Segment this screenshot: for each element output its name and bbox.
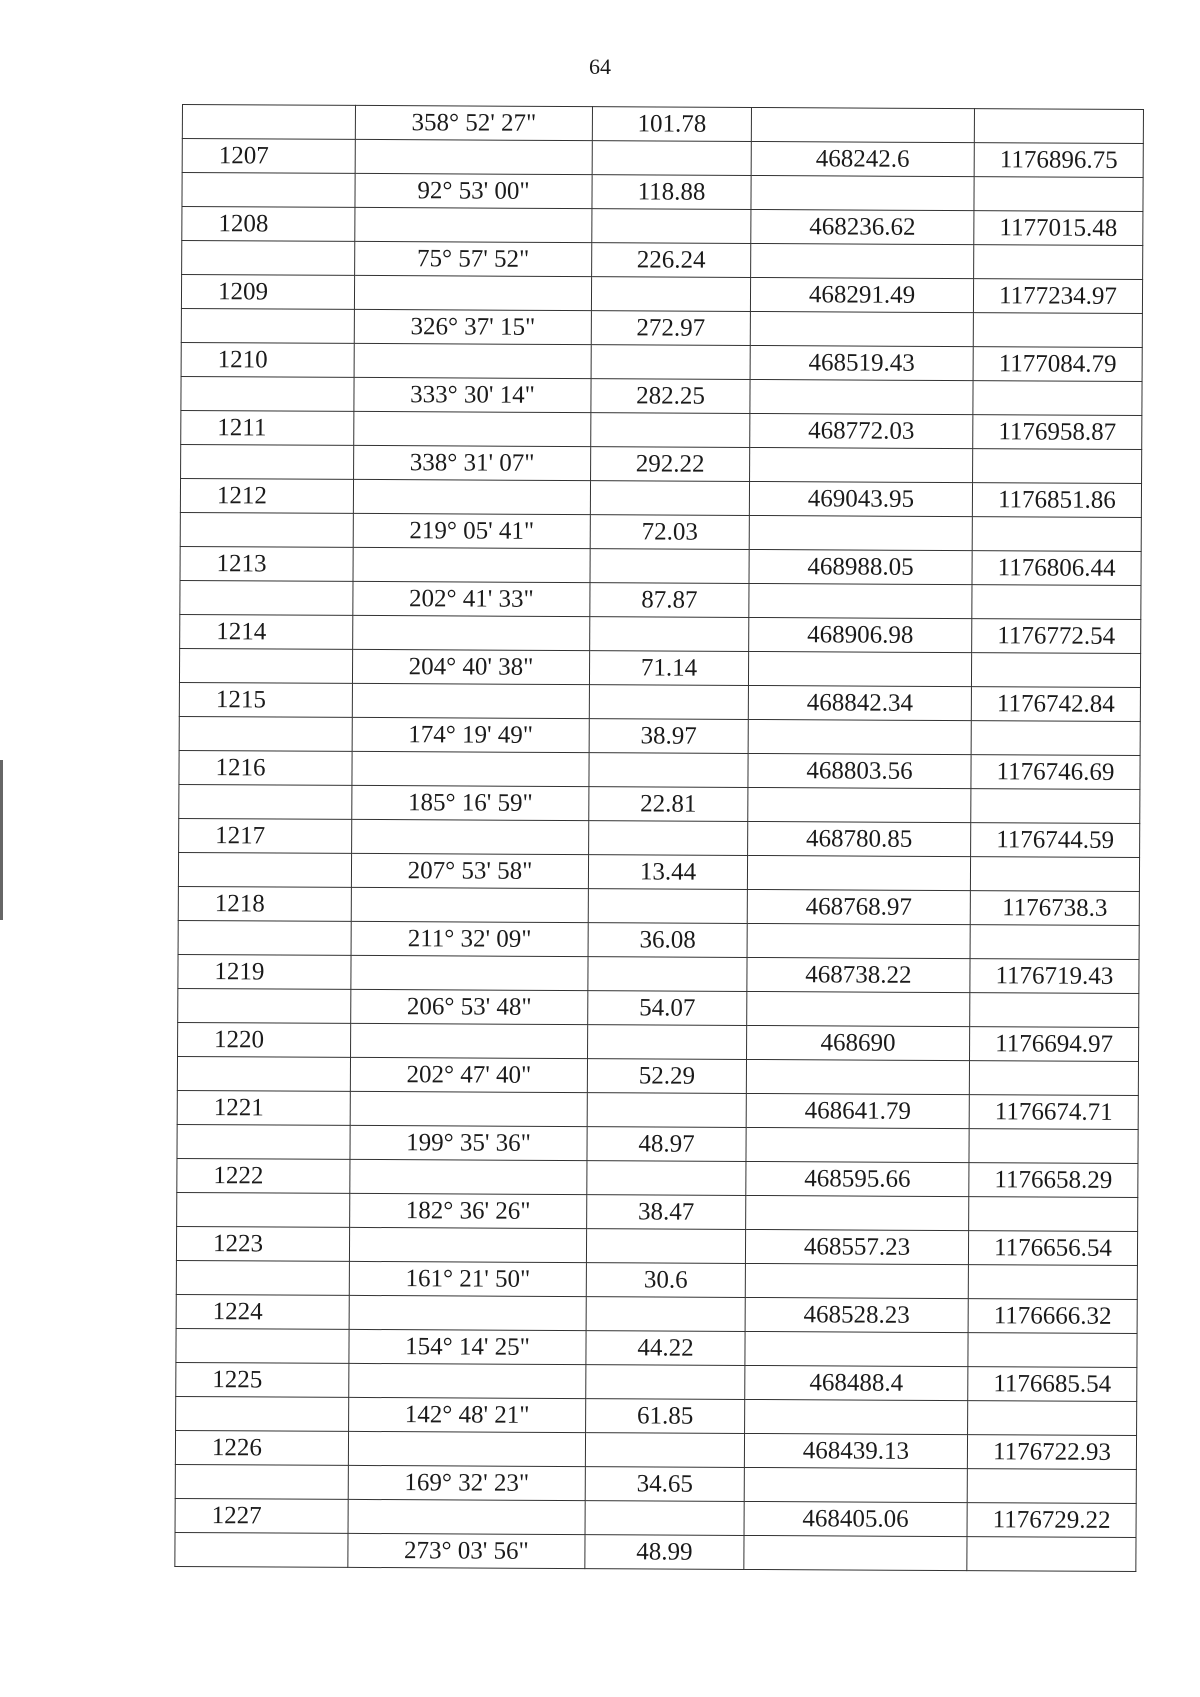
station-row bbox=[179, 750, 1140, 789]
leg-row bbox=[179, 784, 1140, 823]
leg-row bbox=[177, 1192, 1138, 1231]
station-row bbox=[176, 1362, 1137, 1401]
station-cell-empty bbox=[177, 1056, 350, 1091]
distance-cell-empty bbox=[586, 1229, 745, 1264]
northing-cell-empty bbox=[748, 719, 971, 754]
easting-cell: 1176694.97 bbox=[970, 1027, 1139, 1062]
bearing-cell: 169° 32' 23" bbox=[348, 1465, 585, 1500]
northing-cell: 468690 bbox=[747, 1025, 970, 1060]
bearing-cell: 142° 48' 21" bbox=[349, 1397, 586, 1432]
bearing-cell-empty bbox=[352, 683, 589, 718]
distance-cell-empty bbox=[590, 617, 749, 652]
bearing-cell: 358° 52' 27" bbox=[355, 105, 592, 140]
leg-row bbox=[177, 1056, 1138, 1095]
bearing-cell-empty bbox=[352, 751, 589, 786]
northing-cell: 468738.22 bbox=[747, 957, 970, 992]
station-cell-empty bbox=[176, 1260, 349, 1295]
easting-cell-empty bbox=[968, 1401, 1137, 1436]
distance-cell-empty bbox=[589, 685, 748, 720]
easting-cell-empty bbox=[969, 1197, 1138, 1232]
northing-cell: 469043.95 bbox=[749, 481, 972, 516]
station-id-cell: 1225 bbox=[176, 1362, 349, 1397]
station-row bbox=[179, 682, 1140, 721]
station-row bbox=[175, 1498, 1136, 1537]
bearing-cell-empty bbox=[349, 1363, 586, 1398]
station-cell-empty bbox=[180, 580, 353, 615]
station-row bbox=[181, 342, 1142, 381]
northing-cell: 468519.43 bbox=[750, 345, 973, 380]
distance-cell-empty bbox=[590, 549, 749, 584]
bearing-cell: 154° 14' 25" bbox=[349, 1329, 586, 1364]
distance-cell-empty bbox=[590, 481, 749, 516]
northing-cell: 468405.06 bbox=[744, 1501, 967, 1536]
page-number: 64 bbox=[589, 54, 611, 79]
station-cell-empty bbox=[179, 784, 352, 819]
station-row bbox=[178, 1022, 1139, 1061]
northing-cell: 468236.62 bbox=[751, 209, 974, 244]
station-cell-empty bbox=[178, 920, 351, 955]
northing-cell-empty bbox=[751, 175, 974, 210]
northing-cell: 468768.97 bbox=[747, 889, 970, 924]
northing-cell-empty bbox=[749, 583, 972, 618]
station-cell-empty bbox=[182, 105, 355, 140]
distance-cell-empty bbox=[588, 889, 747, 924]
easting-cell-empty bbox=[974, 245, 1143, 280]
northing-cell: 468242.6 bbox=[751, 141, 974, 176]
leg-row bbox=[181, 444, 1142, 483]
northing-cell-empty bbox=[748, 651, 971, 686]
station-row bbox=[182, 207, 1143, 246]
leg-row bbox=[180, 512, 1141, 551]
distance-cell: 72.03 bbox=[590, 515, 749, 550]
bearing-cell-empty bbox=[348, 1431, 585, 1466]
station-cell-empty bbox=[181, 308, 354, 343]
easting-cell: 1176722.93 bbox=[967, 1435, 1136, 1470]
northing-cell-empty bbox=[748, 787, 971, 822]
station-cell-empty bbox=[179, 716, 352, 751]
distance-cell: 54.07 bbox=[588, 991, 747, 1026]
distance-cell: 48.97 bbox=[587, 1127, 746, 1162]
northing-cell-empty bbox=[750, 447, 973, 482]
bearing-cell-empty bbox=[353, 479, 590, 514]
station-cell-empty bbox=[175, 1464, 348, 1499]
leg-row bbox=[175, 1464, 1136, 1503]
easting-cell: 1176958.87 bbox=[973, 415, 1142, 450]
bearing-cell: 161° 21' 50" bbox=[349, 1261, 586, 1296]
distance-cell: 30.6 bbox=[586, 1263, 745, 1298]
station-id-cell: 1213 bbox=[180, 546, 353, 581]
easting-cell: 1177015.48 bbox=[974, 211, 1143, 246]
leg-row bbox=[178, 920, 1139, 959]
station-id-cell: 1207 bbox=[182, 139, 355, 174]
station-cell-empty bbox=[176, 1396, 349, 1431]
northing-cell-empty bbox=[745, 1399, 968, 1434]
station-id-cell: 1210 bbox=[181, 342, 354, 377]
station-id-cell: 1215 bbox=[179, 682, 352, 717]
bearing-cell: 333° 30' 14" bbox=[354, 377, 591, 412]
bearing-cell-empty bbox=[350, 1091, 587, 1126]
station-cell-empty bbox=[182, 173, 355, 208]
distance-cell: 52.29 bbox=[587, 1059, 746, 1094]
bearing-cell: 199° 35' 36" bbox=[350, 1125, 587, 1160]
leg-row bbox=[177, 1124, 1138, 1163]
station-cell-empty bbox=[181, 376, 354, 411]
station-id-cell: 1208 bbox=[182, 207, 355, 242]
bearing-cell: 211° 32' 09" bbox=[351, 921, 588, 956]
leg-row bbox=[176, 1260, 1137, 1299]
distance-cell: 36.08 bbox=[588, 923, 747, 958]
easting-cell-empty bbox=[967, 1469, 1136, 1504]
distance-cell-empty bbox=[591, 413, 750, 448]
station-cell-empty bbox=[180, 512, 353, 547]
bearing-cell: 219° 05' 41" bbox=[353, 513, 590, 548]
distance-cell: 44.22 bbox=[586, 1331, 745, 1366]
easting-cell-empty bbox=[969, 1061, 1138, 1096]
distance-cell-empty bbox=[587, 1093, 746, 1128]
northing-cell: 468528.23 bbox=[745, 1297, 968, 1332]
northing-cell-empty bbox=[746, 1195, 969, 1230]
bearing-cell: 202° 47' 40" bbox=[350, 1057, 587, 1092]
distance-cell-empty bbox=[591, 345, 750, 380]
traverse-table-body bbox=[175, 105, 1144, 1572]
easting-cell-empty bbox=[971, 653, 1140, 688]
leg-row bbox=[176, 1328, 1137, 1367]
northing-cell-empty bbox=[751, 107, 974, 142]
easting-cell-empty bbox=[973, 381, 1142, 416]
distance-cell: 38.47 bbox=[587, 1195, 746, 1230]
easting-cell: 1176674.71 bbox=[969, 1095, 1138, 1130]
station-row bbox=[181, 410, 1142, 449]
northing-cell-empty bbox=[744, 1467, 967, 1502]
leg-row bbox=[181, 308, 1142, 347]
easting-cell-empty bbox=[968, 1333, 1137, 1368]
station-id-cell: 1222 bbox=[177, 1158, 350, 1193]
bearing-cell-empty bbox=[355, 207, 592, 242]
scan-edge-mark bbox=[0, 760, 3, 920]
northing-cell-empty bbox=[747, 855, 970, 890]
easting-cell-empty bbox=[973, 449, 1142, 484]
northing-cell: 468488.4 bbox=[745, 1365, 968, 1400]
distance-cell-empty bbox=[588, 957, 747, 992]
bearing-cell-empty bbox=[349, 1295, 586, 1330]
bearing-cell-empty bbox=[354, 411, 591, 446]
station-row bbox=[177, 1158, 1138, 1197]
distance-cell-empty bbox=[592, 209, 751, 244]
bearing-cell-empty bbox=[348, 1499, 585, 1534]
northing-cell-empty bbox=[750, 311, 973, 346]
bearing-cell-empty bbox=[354, 275, 591, 310]
station-id-cell: 1220 bbox=[178, 1022, 351, 1057]
station-row bbox=[176, 1294, 1137, 1333]
station-row bbox=[178, 886, 1139, 925]
distance-cell: 34.65 bbox=[585, 1467, 744, 1502]
easting-cell: 1176719.43 bbox=[970, 959, 1139, 994]
distance-cell-empty bbox=[591, 277, 750, 312]
distance-cell-empty bbox=[585, 1501, 744, 1536]
bearing-cell: 326° 37' 15" bbox=[354, 309, 591, 344]
northing-cell-empty bbox=[744, 1535, 967, 1570]
station-row bbox=[180, 614, 1141, 653]
station-id-cell: 1216 bbox=[179, 750, 352, 785]
station-id-cell: 1224 bbox=[176, 1294, 349, 1329]
station-row bbox=[182, 139, 1143, 178]
leg-row bbox=[179, 716, 1140, 755]
distance-cell: 101.78 bbox=[592, 107, 751, 142]
bearing-cell: 75° 57' 52" bbox=[355, 241, 592, 276]
station-id-cell: 1221 bbox=[177, 1090, 350, 1125]
station-id-cell: 1226 bbox=[175, 1430, 348, 1465]
distance-cell: 38.97 bbox=[589, 719, 748, 754]
northing-cell: 468842.34 bbox=[748, 685, 971, 720]
northing-cell-empty bbox=[749, 515, 972, 550]
distance-cell-empty bbox=[589, 753, 748, 788]
northing-cell-empty bbox=[745, 1263, 968, 1298]
easting-cell-empty bbox=[972, 517, 1141, 552]
easting-cell-empty bbox=[970, 925, 1139, 960]
leg-row bbox=[182, 241, 1143, 280]
station-id-cell: 1218 bbox=[178, 886, 351, 921]
northing-cell: 468803.56 bbox=[748, 753, 971, 788]
easting-cell: 1176744.59 bbox=[971, 823, 1140, 858]
station-cell-empty bbox=[181, 444, 354, 479]
bearing-cell: 174° 19' 49" bbox=[352, 717, 589, 752]
distance-cell: 13.44 bbox=[588, 855, 747, 890]
northing-cell: 468439.13 bbox=[744, 1433, 967, 1468]
northing-cell-empty bbox=[745, 1331, 968, 1366]
station-row bbox=[179, 818, 1140, 857]
northing-cell: 468906.98 bbox=[749, 617, 972, 652]
bearing-cell: 185° 16' 59" bbox=[352, 785, 589, 820]
station-cell-empty bbox=[178, 852, 351, 887]
easting-cell-empty bbox=[972, 585, 1141, 620]
northing-cell-empty bbox=[746, 1059, 969, 1094]
easting-cell-empty bbox=[974, 109, 1143, 144]
northing-cell-empty bbox=[747, 923, 970, 958]
distance-cell: 292.22 bbox=[591, 447, 750, 482]
station-cell-empty bbox=[182, 241, 355, 276]
bearing-cell: 207° 53' 58" bbox=[351, 853, 588, 888]
northing-cell: 468780.85 bbox=[748, 821, 971, 856]
leg-row bbox=[180, 580, 1141, 619]
distance-cell: 282.25 bbox=[591, 379, 750, 414]
traverse-table bbox=[174, 104, 1144, 1572]
easting-cell: 1176658.29 bbox=[969, 1163, 1138, 1198]
easting-cell: 1176746.69 bbox=[971, 755, 1140, 790]
distance-cell-empty bbox=[585, 1433, 744, 1468]
station-cell-empty bbox=[178, 988, 351, 1023]
distance-cell-empty bbox=[589, 821, 748, 856]
bearing-cell: 204° 40' 38" bbox=[352, 649, 589, 684]
northing-cell: 468988.05 bbox=[749, 549, 972, 584]
leg-row bbox=[181, 376, 1142, 415]
bearing-cell-empty bbox=[351, 1023, 588, 1058]
distance-cell-empty bbox=[592, 141, 751, 176]
easting-cell-empty bbox=[971, 721, 1140, 756]
distance-cell: 87.87 bbox=[590, 583, 749, 618]
station-id-cell: 1219 bbox=[178, 954, 351, 989]
station-row bbox=[180, 478, 1141, 517]
northing-cell: 468595.66 bbox=[746, 1161, 969, 1196]
distance-cell: 22.81 bbox=[589, 787, 748, 822]
easting-cell: 1176685.54 bbox=[968, 1367, 1137, 1402]
distance-cell: 61.85 bbox=[586, 1399, 745, 1434]
distance-cell: 226.24 bbox=[592, 243, 751, 278]
leg-row bbox=[182, 105, 1143, 144]
easting-cell: 1176656.54 bbox=[968, 1231, 1137, 1266]
station-row bbox=[178, 954, 1139, 993]
distance-cell: 71.14 bbox=[589, 651, 748, 686]
distance-cell: 118.88 bbox=[592, 175, 751, 210]
easting-cell-empty bbox=[969, 1129, 1138, 1164]
bearing-cell: 202° 41' 33" bbox=[353, 581, 590, 616]
leg-row bbox=[179, 648, 1140, 687]
leg-row bbox=[175, 1532, 1136, 1571]
station-row bbox=[176, 1226, 1137, 1265]
station-row bbox=[177, 1090, 1138, 1129]
distance-cell-empty bbox=[588, 1025, 747, 1060]
bearing-cell-empty bbox=[355, 139, 592, 174]
bearing-cell-empty bbox=[352, 819, 589, 854]
northing-cell-empty bbox=[746, 1127, 969, 1162]
station-cell-empty bbox=[179, 648, 352, 683]
bearing-cell: 182° 36' 26" bbox=[350, 1193, 587, 1228]
station-row bbox=[175, 1430, 1136, 1469]
station-cell-empty bbox=[177, 1192, 350, 1227]
bearing-cell-empty bbox=[354, 343, 591, 378]
distance-cell: 272.97 bbox=[591, 311, 750, 346]
leg-row bbox=[178, 988, 1139, 1027]
station-id-cell: 1214 bbox=[180, 614, 353, 649]
station-id-cell: 1217 bbox=[179, 818, 352, 853]
easting-cell-empty bbox=[974, 177, 1143, 212]
station-id-cell: 1223 bbox=[176, 1226, 349, 1261]
easting-cell-empty bbox=[973, 313, 1142, 348]
northing-cell: 468557.23 bbox=[745, 1229, 968, 1264]
station-cell-empty bbox=[176, 1328, 349, 1363]
bearing-cell-empty bbox=[351, 955, 588, 990]
distance-cell-empty bbox=[587, 1161, 746, 1196]
easting-cell: 1176738.3 bbox=[970, 891, 1139, 926]
station-id-cell: 1212 bbox=[180, 478, 353, 513]
bearing-cell-empty bbox=[351, 887, 588, 922]
station-cell-empty bbox=[175, 1532, 348, 1567]
northing-cell: 468772.03 bbox=[750, 413, 973, 448]
easting-cell-empty bbox=[971, 789, 1140, 824]
station-row bbox=[181, 275, 1142, 314]
easting-cell: 1176896.75 bbox=[974, 143, 1143, 178]
northing-cell: 468641.79 bbox=[746, 1093, 969, 1128]
station-id-cell: 1211 bbox=[181, 410, 354, 445]
bearing-cell-empty bbox=[353, 547, 590, 582]
easting-cell-empty bbox=[970, 993, 1139, 1028]
bearing-cell: 206° 53' 48" bbox=[351, 989, 588, 1024]
bearing-cell-empty bbox=[350, 1159, 587, 1194]
northing-cell-empty bbox=[750, 379, 973, 414]
leg-row bbox=[182, 173, 1143, 212]
station-cell-empty bbox=[177, 1124, 350, 1159]
easting-cell-empty bbox=[970, 857, 1139, 892]
easting-cell: 1176729.22 bbox=[967, 1503, 1136, 1538]
easting-cell: 1176742.84 bbox=[971, 687, 1140, 722]
easting-cell: 1176806.44 bbox=[972, 551, 1141, 586]
easting-cell: 1176772.54 bbox=[972, 619, 1141, 654]
bearing-cell: 273° 03' 56" bbox=[348, 1533, 585, 1568]
distance-cell: 48.99 bbox=[585, 1535, 744, 1570]
station-id-cell: 1227 bbox=[175, 1498, 348, 1533]
bearing-cell-empty bbox=[349, 1227, 586, 1262]
easting-cell: 1177234.97 bbox=[973, 279, 1142, 314]
leg-row bbox=[176, 1396, 1137, 1435]
easting-cell: 1177084.79 bbox=[973, 347, 1142, 382]
station-row bbox=[180, 546, 1141, 585]
leg-row bbox=[178, 852, 1139, 891]
bearing-cell: 92° 53' 00" bbox=[355, 173, 592, 208]
northing-cell-empty bbox=[751, 243, 974, 278]
easting-cell: 1176851.86 bbox=[972, 483, 1141, 518]
distance-cell-empty bbox=[586, 1297, 745, 1332]
bearing-cell: 338° 31' 07" bbox=[354, 445, 591, 480]
northing-cell-empty bbox=[747, 991, 970, 1026]
easting-cell-empty bbox=[968, 1265, 1137, 1300]
easting-cell: 1176666.32 bbox=[968, 1299, 1137, 1334]
distance-cell-empty bbox=[586, 1365, 745, 1400]
station-id-cell: 1209 bbox=[181, 275, 354, 310]
easting-cell-empty bbox=[967, 1537, 1136, 1572]
northing-cell: 468291.49 bbox=[750, 277, 973, 312]
bearing-cell-empty bbox=[353, 615, 590, 650]
